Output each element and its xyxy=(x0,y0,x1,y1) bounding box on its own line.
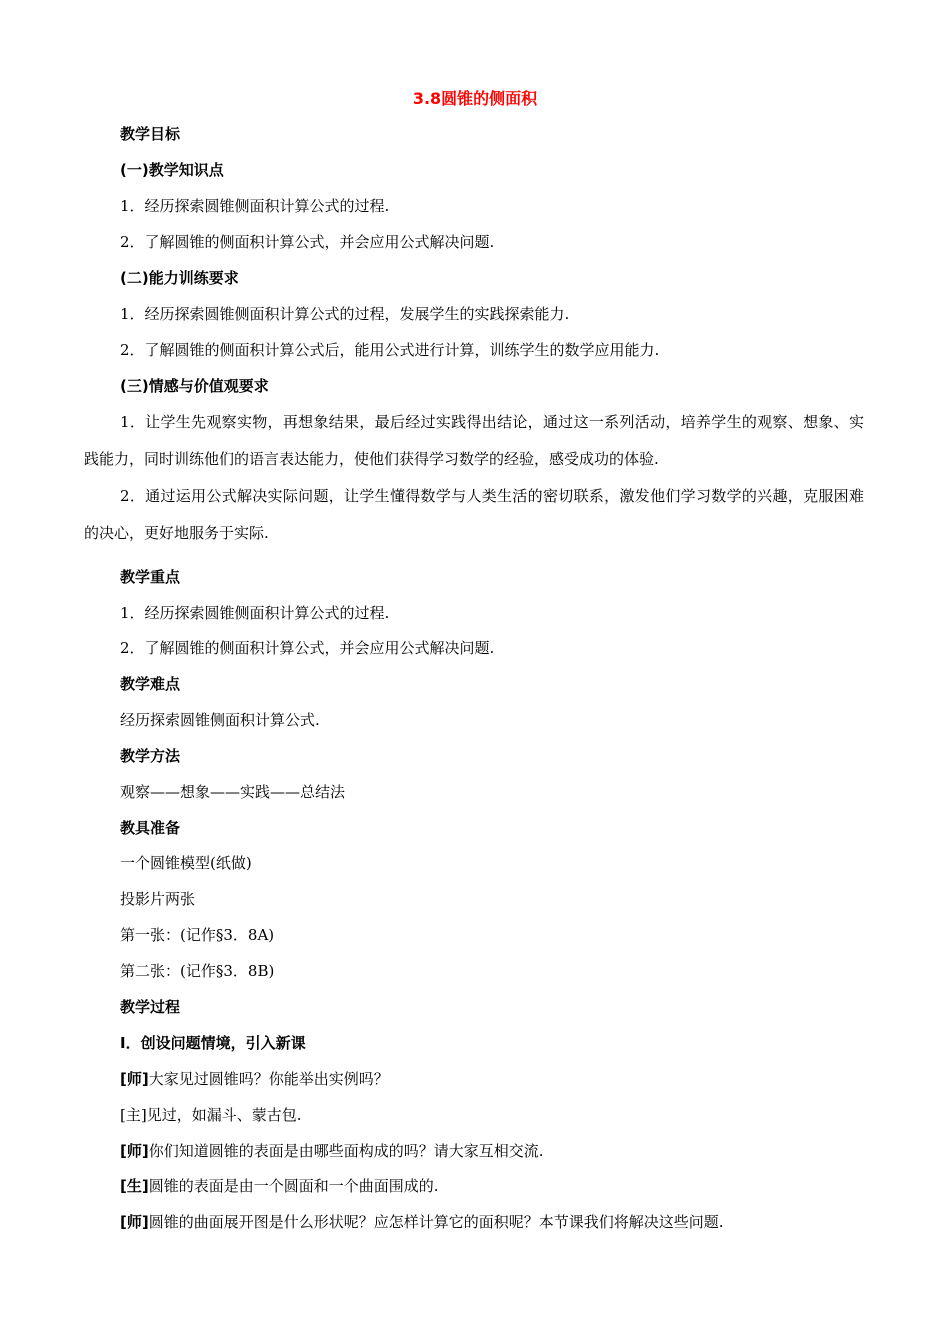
key-point-2: 2．了解圆锥的侧面积计算公式，并会应用公式解决问题. xyxy=(120,639,495,657)
dialogue-text: 圆锥的曲面展开图是什么形状呢？应怎样计算它的面积呢？本节课我们将解决这些问题. xyxy=(148,1213,724,1231)
dialogue-line-3 xyxy=(120,1140,544,1162)
difficulty-text: 经历探索圆锥侧面积计算公式. xyxy=(120,711,320,729)
dialogue-line-2 xyxy=(120,1104,302,1126)
dialogue-line-1 xyxy=(120,1068,389,1090)
dialogue-text: 大家见过圆锥吗？你能举出实例吗？ xyxy=(148,1070,389,1088)
heading-method: 教学方法 xyxy=(120,747,181,765)
tool-item-2: 投影片两张 xyxy=(120,890,196,908)
method-text: 观察——想象——实践——总结法 xyxy=(120,783,346,801)
knowledge-item-2: 2．了解圆锥的侧面积计算公式，并会应用公式解决问题. xyxy=(120,233,495,251)
tool-item-4: 第二张：(记作§3．8B) xyxy=(120,962,275,980)
heading-emotion: (三)情感与价值观要求 xyxy=(120,377,269,395)
heading-difficulty: 教学难点 xyxy=(120,675,181,693)
process-section-1: Ⅰ．创设问题情境，引入新课 xyxy=(120,1034,306,1052)
tool-item-1: 一个圆锥模型(纸做) xyxy=(120,854,252,872)
heading-key-points: 教学重点 xyxy=(120,568,181,586)
ability-item-1: 1．经历探索圆锥侧面积计算公式的过程，发展学生的实践探索能力. xyxy=(120,305,570,323)
emotion-item-2: 2．通过运用公式解决实际问题，让学生懂得数学与人类生活的密切联系，激发他们学习数学的兴趣，克服困难的决心，更好地服务于实际. xyxy=(84,487,864,542)
speaker-tag: [生] xyxy=(120,1177,149,1195)
ability-item-2: 2．了解圆锥的侧面积计算公式后，能用公式进行计算，训练学生的数学应用能力. xyxy=(120,341,660,359)
key-point-1: 1．经历探索圆锥侧面积计算公式的过程. xyxy=(120,604,390,622)
dialogue-line-4 xyxy=(120,1175,439,1197)
dialogue-line-5 xyxy=(120,1211,724,1233)
dialogue-text: 你们知道圆锥的表面是由哪些面构成的吗？请大家互相交流. xyxy=(148,1142,544,1160)
dialogue-text: 圆锥的表面是由一个圆面和一个曲面围成的. xyxy=(148,1177,439,1195)
tool-item-3: 第一张：(记作§3．8A) xyxy=(120,926,275,944)
dialogue-text: 见过，如漏斗、蒙古包. xyxy=(146,1106,302,1124)
heading-ability: (二)能力训练要求 xyxy=(120,269,239,287)
page-title: 3.8圆锥的侧面积 xyxy=(412,89,538,108)
speaker-tag: [主] xyxy=(120,1106,147,1124)
knowledge-item-1: 1．经历探索圆锥侧面积计算公式的过程. xyxy=(120,197,390,215)
heading-objectives: 教学目标 xyxy=(120,125,181,143)
speaker-tag: [师] xyxy=(120,1213,149,1231)
heading-knowledge: (一)教学知识点 xyxy=(120,161,224,179)
heading-process: 教学过程 xyxy=(120,998,181,1016)
emotion-item-1: 1．让学生先观察实物，再想象结果，最后经过实践得出结论，通过这一系列活动，培养学生的观察、想象、实践能力，同时训练他们的语言表达能力，使他们获得学习数学的经验，感受成功的体验. xyxy=(84,413,864,468)
heading-tools: 教具准备 xyxy=(120,819,181,837)
speaker-tag: [师] xyxy=(120,1070,149,1088)
speaker-tag: [师] xyxy=(120,1142,149,1160)
